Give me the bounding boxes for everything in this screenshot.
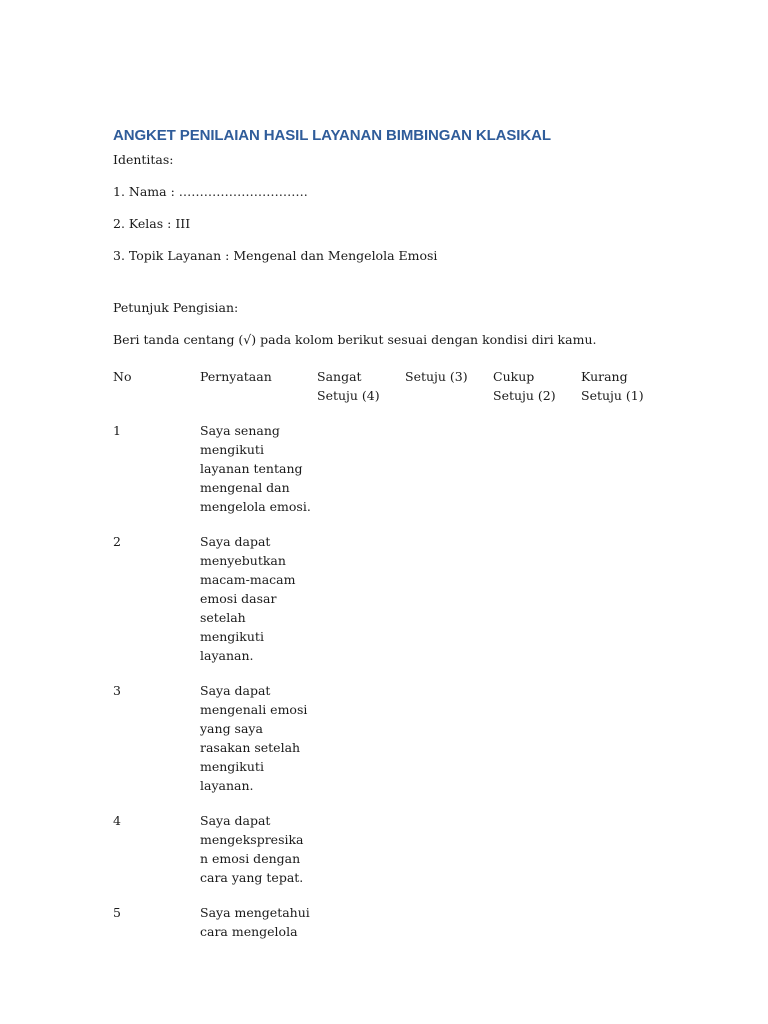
survey-table-body xyxy=(107,417,667,953)
header-line: Kurang xyxy=(581,369,628,384)
statement-cell xyxy=(194,417,311,528)
header-line: Sangat xyxy=(317,369,362,384)
rating-setuju-cell[interactable] xyxy=(399,528,487,677)
statement-line: Saya dapat xyxy=(200,813,271,828)
header-no: No xyxy=(113,369,132,384)
header-line: Setuju (1) xyxy=(581,388,644,403)
table-row xyxy=(107,899,667,953)
statement-line: mengenal dan xyxy=(200,480,290,495)
header-kurang-setuju xyxy=(575,363,667,417)
table-row xyxy=(107,807,667,899)
statement-line: mengikuti xyxy=(200,629,264,644)
rating-cukup-setuju-cell[interactable] xyxy=(487,899,575,953)
statement-cell xyxy=(194,899,311,953)
header-cukup-setuju xyxy=(487,363,575,417)
rating-setuju-cell[interactable] xyxy=(399,807,487,899)
table-row xyxy=(107,528,667,677)
header-pernyataan: Pernyataan xyxy=(200,369,272,384)
statement-line: mengelola emosi. xyxy=(200,499,311,514)
statement-line: Saya mengetahui xyxy=(200,905,310,920)
table-row xyxy=(107,417,667,528)
statement-line: macam-macam xyxy=(200,572,296,587)
instruction-text: Beri tanda centang (√) pada kolom berikut sesuai dengan kondisi diri kamu. xyxy=(113,332,597,347)
statement-cell xyxy=(194,528,311,677)
rating-kurang-setuju-cell[interactable] xyxy=(575,899,667,953)
rating-sangat-setuju-cell[interactable] xyxy=(311,899,399,953)
row-number: 4 xyxy=(113,813,121,828)
statement-line: mengekspresika xyxy=(200,832,304,847)
document-page xyxy=(113,126,673,953)
table-row xyxy=(107,677,667,807)
statement-line: layanan tentang xyxy=(200,461,303,476)
statement-line: rasakan setelah xyxy=(200,740,301,755)
rating-sangat-setuju-cell[interactable] xyxy=(311,417,399,528)
statement-line: menyebutkan xyxy=(200,553,286,568)
statement-line: mengikuti xyxy=(200,442,264,457)
row-number: 2 xyxy=(113,534,121,549)
rating-cukup-setuju-cell[interactable] xyxy=(487,807,575,899)
statement-cell xyxy=(194,807,311,899)
rating-kurang-setuju-cell[interactable] xyxy=(575,807,667,899)
rating-setuju-cell[interactable] xyxy=(399,677,487,807)
rating-setuju-cell[interactable] xyxy=(399,417,487,528)
header-line: Cukup xyxy=(493,369,535,384)
identity-nama: 1. Nama : …………………………. xyxy=(113,184,308,199)
header-line: Setuju (2) xyxy=(493,388,556,403)
statement-line: setelah xyxy=(200,610,246,625)
rating-sangat-setuju-cell[interactable] xyxy=(311,528,399,677)
document-title: ANGKET PENILAIAN HASIL LAYANAN BIMBINGAN KLASIKAL xyxy=(113,127,551,144)
rating-kurang-setuju-cell[interactable] xyxy=(575,417,667,528)
rating-kurang-setuju-cell[interactable] xyxy=(575,528,667,677)
header-setuju xyxy=(399,363,487,417)
identitas-label: Identitas: xyxy=(113,152,174,167)
header-line: Setuju (4) xyxy=(317,388,380,403)
rating-kurang-setuju-cell[interactable] xyxy=(575,677,667,807)
statement-line: mengikuti xyxy=(200,759,264,774)
statement-line: emosi dasar xyxy=(200,591,277,606)
survey-table xyxy=(107,363,667,953)
statement-line: yang saya xyxy=(200,721,263,736)
row-number: 3 xyxy=(113,683,121,698)
petunjuk-label: Petunjuk Pengisian: xyxy=(113,300,239,315)
statement-line: n emosi dengan xyxy=(200,851,301,866)
rating-cukup-setuju-cell[interactable] xyxy=(487,417,575,528)
header-line: Setuju (3) xyxy=(405,369,468,384)
statement-line: layanan. xyxy=(200,648,254,663)
rating-cukup-setuju-cell[interactable] xyxy=(487,528,575,677)
statement-cell xyxy=(194,677,311,807)
rating-cukup-setuju-cell[interactable] xyxy=(487,677,575,807)
row-number: 5 xyxy=(113,905,121,920)
identity-topik: 3. Topik Layanan : Mengenal dan Mengelola Emosi xyxy=(113,248,438,263)
statement-line: Saya senang xyxy=(200,423,280,438)
table-header-row xyxy=(107,363,667,417)
statement-line: cara yang tepat. xyxy=(200,870,304,885)
identity-kelas: 2. Kelas : III xyxy=(113,216,191,231)
rating-setuju-cell[interactable] xyxy=(399,899,487,953)
rating-sangat-setuju-cell[interactable] xyxy=(311,807,399,899)
rating-sangat-setuju-cell[interactable] xyxy=(311,677,399,807)
statement-line: layanan. xyxy=(200,778,254,793)
row-number: 1 xyxy=(113,423,121,438)
statement-line: mengenali emosi xyxy=(200,702,308,717)
header-sangat-setuju xyxy=(311,363,399,417)
statement-line: Saya dapat xyxy=(200,534,271,549)
statement-line: Saya dapat xyxy=(200,683,271,698)
statement-line: cara mengelola xyxy=(200,924,298,939)
